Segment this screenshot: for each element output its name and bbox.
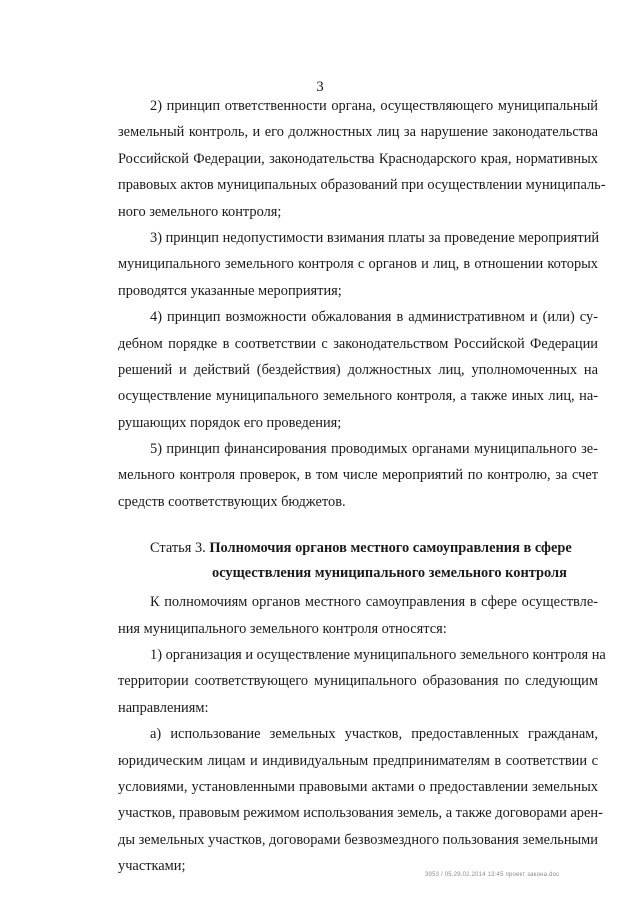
text-line: участков, правовым режимом использования земель, а также договорами арен- <box>118 805 603 822</box>
text-line: рушающих порядок его проведения; <box>118 414 342 431</box>
text-line: 2) принцип ответственности органа, осуществляющего муниципальный <box>150 98 598 114</box>
text-line: направлениям: <box>118 699 209 716</box>
text-line: мельного контроля проверок, в том числе мероприятий по контролю, за счет <box>118 467 598 484</box>
text-line: а) использование земельных участков, предоставленных гражданам, <box>150 726 598 743</box>
text-line: 5) принцип финансирования проводимых органами муниципального зе- <box>150 441 598 458</box>
text-line: участками; <box>118 858 186 875</box>
text-line: 1) организация и осуществление муниципального земельного контроля на <box>150 647 606 664</box>
power-paragraph <box>118 721 603 879</box>
text-line: ния муниципального земельного контроля относятся: <box>118 620 447 637</box>
text-line: Российской Федерации, законодательства Краснодарского края, нормативных <box>118 150 598 167</box>
text-line: условиями, установленными правовыми актами о предоставлении земельных <box>118 778 598 795</box>
text-line: проводятся указанные мероприятия; <box>118 282 342 299</box>
document-body <box>118 93 606 880</box>
principles-list <box>118 93 606 515</box>
text-line: 4) принцип возможности обжалования в административном и (или) су- <box>150 309 598 326</box>
page-number: 3 <box>316 79 324 95</box>
article-title-line-2: осуществления муниципального земельного контроля <box>212 565 567 582</box>
text-line: ды земельных участков, договорами безвозмездного пользования земельными <box>118 831 598 848</box>
principle-paragraph <box>118 93 606 225</box>
article-title-line-1: Полномочия органов местного самоуправления в сфере <box>209 540 572 557</box>
text-line: муниципального земельного контроля с органов и лиц, в отношении которых <box>118 256 598 273</box>
principle-paragraph <box>118 304 598 436</box>
text-line: 3) принцип недопустимости взимания платы за проведение мероприятий <box>150 229 600 246</box>
footer-file-stamp: 3953 / 05.29.02.2014 13:45 проект закона.doc <box>425 872 560 878</box>
principle-paragraph <box>118 436 598 515</box>
text-line: К полномочиям органов местного самоуправления в сфере осуществле- <box>150 594 598 611</box>
text-line: ного земельного контроля; <box>118 203 282 220</box>
text-line: юридическим лицам и индивидуальным предпринимателям в соответствии с <box>118 752 598 769</box>
text-line: осуществление муниципального земельного контроля, а также иных лиц, на- <box>118 388 598 405</box>
text-line: территории соответствующего муниципального образования по следующим <box>118 673 598 690</box>
article-heading <box>118 535 598 585</box>
text-line: правовых актов муниципальных образований при осуществлении муниципаль- <box>118 177 606 194</box>
principle-paragraph <box>118 225 598 304</box>
text-line: дебном порядке в соответствии с законодательством Российской Федерации <box>118 335 598 352</box>
power-paragraph <box>118 642 606 721</box>
powers-list <box>118 589 606 879</box>
text-line: средств соответствующих бюджетов. <box>118 493 346 510</box>
article-number: Статья 3. <box>150 540 206 557</box>
text-line: решений и действий (бездействия) должностных лиц, уполномоченных на <box>118 361 598 378</box>
text-line: земельный контроль, и его должностных лиц за нарушение законодательства <box>118 124 598 141</box>
power-paragraph <box>118 589 598 642</box>
